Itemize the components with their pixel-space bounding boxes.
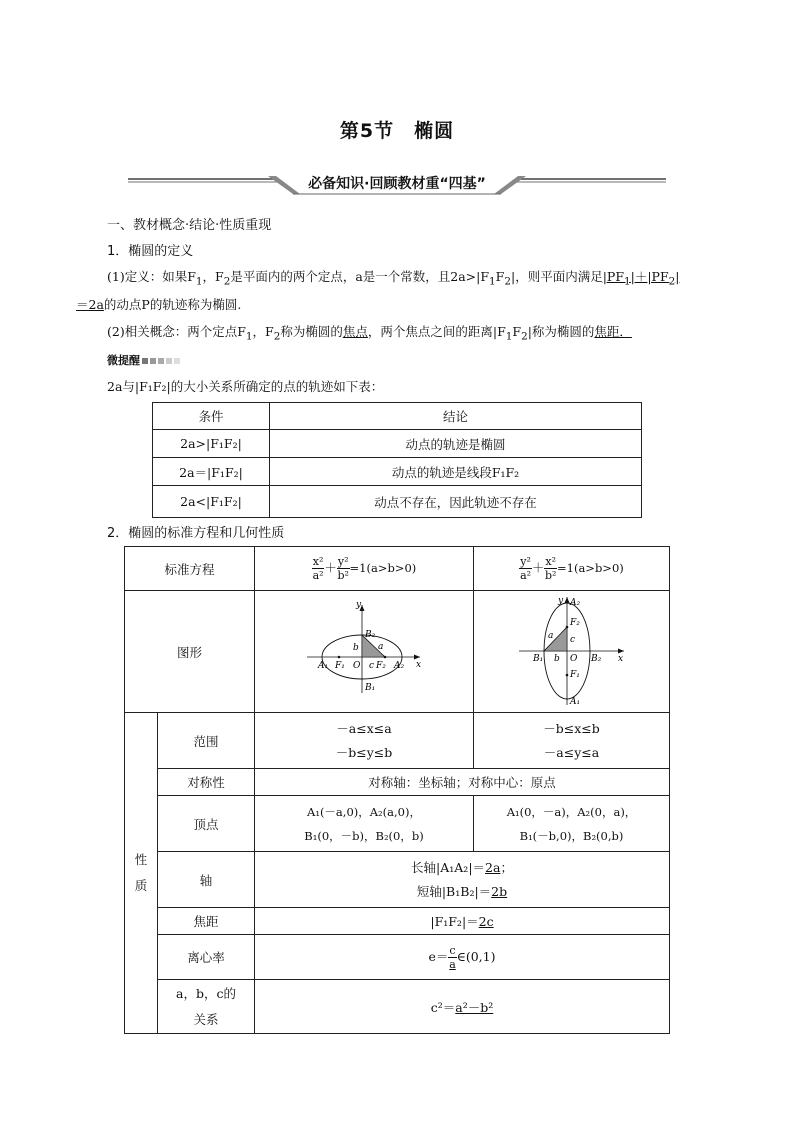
fig1-label: A₂ xyxy=(394,660,405,671)
ellipse-horizontal-figure xyxy=(255,593,473,711)
table-row xyxy=(153,430,642,458)
fig2-label: c xyxy=(570,634,576,645)
table-cell: 2a＝|F₁F₂| xyxy=(153,458,270,486)
range-horizontal: －a≤x≤a －b≤y≤b xyxy=(255,713,474,769)
vertex-horizontal: A₁(－a,0)，A₂(a,0)， B₁(0，－b)，B₂(0，b) xyxy=(255,796,474,852)
table-cell: 2a<|F₁F₂| xyxy=(153,486,270,518)
fig1-label: F₁ xyxy=(335,660,345,671)
eccentricity-row xyxy=(125,935,670,980)
fig1-label: B₁ xyxy=(365,682,376,693)
range-row xyxy=(125,713,670,769)
fig1-label: y xyxy=(356,599,362,610)
table-cell: 动点的轨迹是线段F₁F₂ xyxy=(270,458,642,486)
table-row xyxy=(153,486,642,518)
properties-label: 性 质 xyxy=(125,713,158,1034)
table-cell: 动点不存在，因此轨迹不存在 xyxy=(270,486,642,518)
vertex-vertical: A₁(0，－a)，A₂(0，a)， B₁(－b,0)，B₂(0,b) xyxy=(474,796,670,852)
std-eq-row xyxy=(125,547,670,591)
subsection-definition: 1．椭圆的定义 xyxy=(107,244,194,259)
symmetry-value: 对称轴：坐标轴；对称中心：原点 xyxy=(255,769,670,796)
header-conclusion: 结论 xyxy=(270,403,642,430)
relation-row xyxy=(125,980,670,1034)
fig2-label: O xyxy=(570,653,578,664)
fig2-label: B₁ xyxy=(533,653,544,664)
page-title: 第5节 椭圆 xyxy=(339,120,455,142)
eccentricity-value: e＝ $\frac{c}{a}$ ∈(0,1) xyxy=(255,935,670,980)
range-label: 范围 xyxy=(158,713,255,769)
fig1-label: x xyxy=(416,659,422,670)
tip-label: 微提醒 xyxy=(107,352,180,368)
definition-line-1: (1)定义：如果$F_1$，$F_2$是平面内的两个定点，a是一个常数，且$2a>|F_1F_2|$，则平面内满足$|PF_1|+|PF_2|$ xyxy=(107,269,680,288)
fig2-label: b xyxy=(554,653,560,664)
fig2-label: x xyxy=(618,653,624,664)
figure-horizontal-cell xyxy=(255,591,474,713)
focal-row xyxy=(125,908,670,935)
fig1-label: B₂ xyxy=(365,629,376,640)
tip-dots xyxy=(140,353,180,368)
fig2-label: a xyxy=(548,630,554,641)
ellipse-properties-table xyxy=(124,546,670,1034)
focal-value: |F₁F₂|＝2c xyxy=(255,908,670,935)
range-vertical: －b≤x≤b －a≤y≤a xyxy=(474,713,670,769)
fig1-label: c xyxy=(369,660,375,671)
tip-text: 2a与|F₁F₂|的大小关系所确定的点的轨迹如下表： xyxy=(107,379,384,394)
fig2-label: A₂ xyxy=(570,597,581,608)
section-banner xyxy=(128,170,666,196)
std-eq-label: 标准方程 xyxy=(125,547,255,591)
table-cell: 2a>|F₁F₂| xyxy=(153,430,270,458)
definition-line-2: ＝2a的动点P的轨迹称为椭圆. xyxy=(76,297,242,312)
std-eq-vertical: $\frac{\text{y²}}{\text{a²}}$ ＋ $\frac{\text{x²}}{\text{b²}}$ =1(a>b>0) xyxy=(474,547,670,591)
symmetry-label: 对称性 xyxy=(158,769,255,796)
fig2-label: B₂ xyxy=(591,653,602,664)
figure-row xyxy=(125,591,670,713)
trajectory-table xyxy=(152,402,642,518)
axis-label: 轴 xyxy=(158,852,255,908)
fig2-label: y xyxy=(558,595,564,606)
table-row xyxy=(153,458,642,486)
fig1-label: b xyxy=(353,642,359,653)
fig1-label: O xyxy=(353,660,361,671)
ellipse-vertical-figure xyxy=(474,593,669,711)
figure-vertical-cell xyxy=(474,591,670,713)
concept-line: (2)相关概念：两个定点$F_1$，$F_2$称为椭圆的焦点，两个焦点之间的距离$|F_1F_2|$称为椭圆的焦距． xyxy=(107,324,632,343)
symmetry-row xyxy=(125,769,670,796)
fig2-label: F₂ xyxy=(570,617,580,628)
fig1-label: a xyxy=(378,641,384,652)
vertex-row xyxy=(125,796,670,852)
banner-text: 必备知识·回顾教材重“四基” xyxy=(308,176,486,192)
std-eq-horizontal: $\frac{\text{x²}}{\text{a²}}$ ＋ $\frac{\text{y²}}{\text{b²}}$ =1(a>b>0) xyxy=(255,547,474,591)
header-condition: 条件 xyxy=(153,403,270,430)
figure-label: 图形 xyxy=(125,591,255,713)
relation-label: a，b，c的 关系 xyxy=(158,980,255,1034)
axis-row xyxy=(125,852,670,908)
relation-value: c²＝a²－b² xyxy=(255,980,670,1034)
focal-label: 焦距 xyxy=(158,908,255,935)
fig2-label: F₁ xyxy=(570,669,580,680)
eccentricity-label: 离心率 xyxy=(158,935,255,980)
table-cell: 动点的轨迹是椭圆 xyxy=(270,430,642,458)
axis-value: 长轴|A₁A₂|＝2a； 短轴|B₁B₂|＝2b xyxy=(255,852,670,908)
fig1-label: F₂ xyxy=(376,660,386,671)
table-header-row xyxy=(153,403,642,430)
section-2-heading: 2．椭圆的标准方程和几何性质 xyxy=(107,526,285,541)
fig2-label: A₁ xyxy=(570,696,581,707)
section-1-heading: 一、教材概念·结论·性质重现 xyxy=(107,218,272,233)
fig1-label: A₁ xyxy=(318,660,329,671)
vertex-label: 顶点 xyxy=(158,796,255,852)
